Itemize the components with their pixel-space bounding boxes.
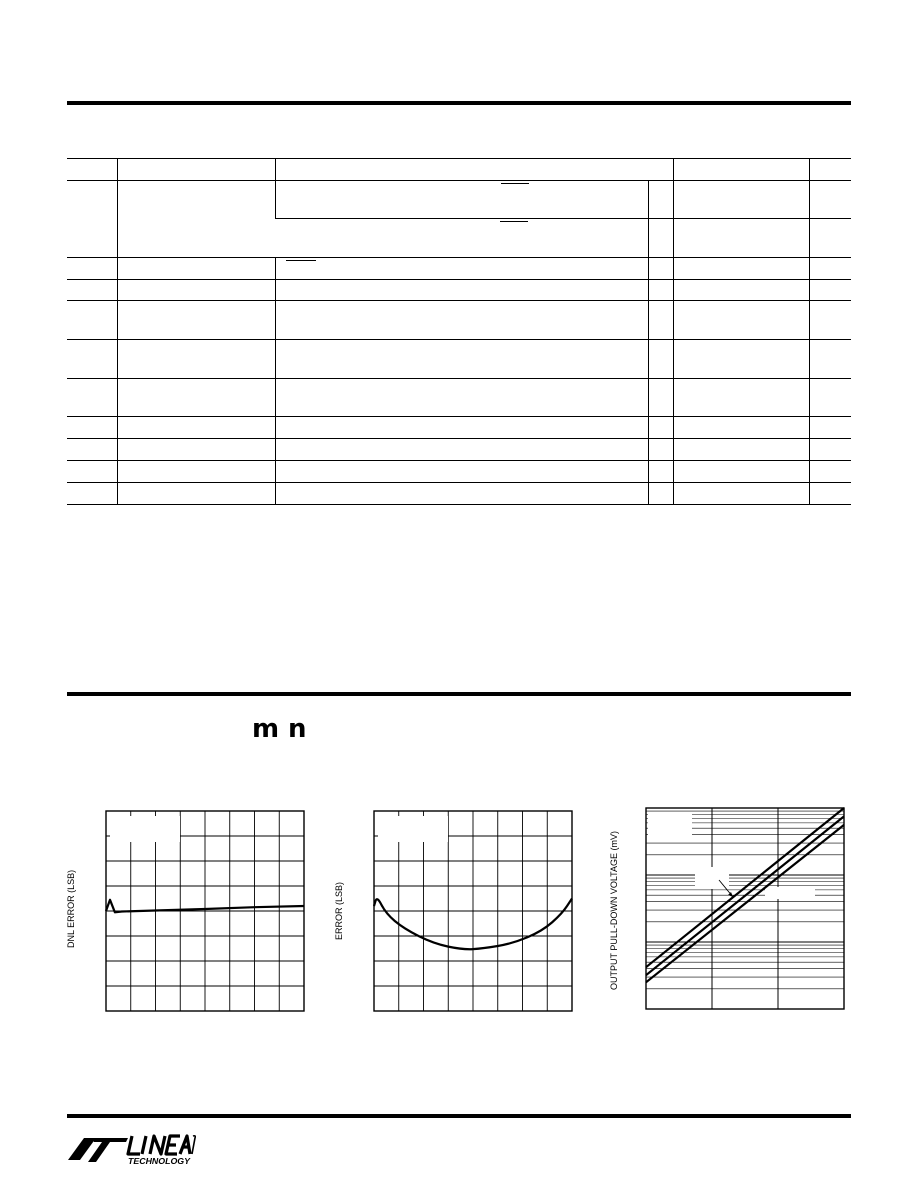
chart-inl-ylabel: ERROR (LSB) <box>334 881 344 940</box>
bottom-rule <box>67 1114 851 1118</box>
overbar <box>500 221 528 222</box>
chart-dnl <box>105 810 305 1012</box>
chart-dnl-ylabel: DNL ERROR (LSB) <box>66 869 76 948</box>
table-header-row <box>67 159 851 181</box>
legend-box <box>110 816 180 842</box>
chart-pulldown-ylabel: OUTPUT PULL-DOWN VOLTAGE (mV) <box>609 830 619 990</box>
table-row <box>67 417 851 439</box>
table-row <box>67 301 851 340</box>
section-glyph-left: m <box>252 714 280 744</box>
table-row <box>67 379 851 417</box>
top-rule <box>67 101 851 105</box>
table-row <box>67 461 851 483</box>
annotation-arrowhead <box>728 892 733 897</box>
annotation-box <box>765 887 815 899</box>
table-row <box>67 181 851 219</box>
overbar <box>286 260 316 261</box>
table-row <box>67 280 851 301</box>
spec-table <box>67 158 851 505</box>
table-row <box>67 483 851 505</box>
table-row <box>67 439 851 461</box>
data-series-line-3 <box>646 825 844 982</box>
table-row <box>67 340 851 379</box>
chart-pulldown <box>645 807 845 1010</box>
section-glyph-right: n <box>288 714 307 744</box>
plot-frame <box>646 808 844 1009</box>
chart-inl <box>373 810 573 1012</box>
legend-box <box>648 813 692 835</box>
section-rule <box>67 692 851 696</box>
overbar <box>501 183 529 184</box>
table-row <box>67 258 851 280</box>
linear-technology-logo <box>66 1132 196 1166</box>
svg-text:TECHNOLOGY: TECHNOLOGY <box>128 1157 191 1166</box>
legend-box <box>378 816 448 842</box>
